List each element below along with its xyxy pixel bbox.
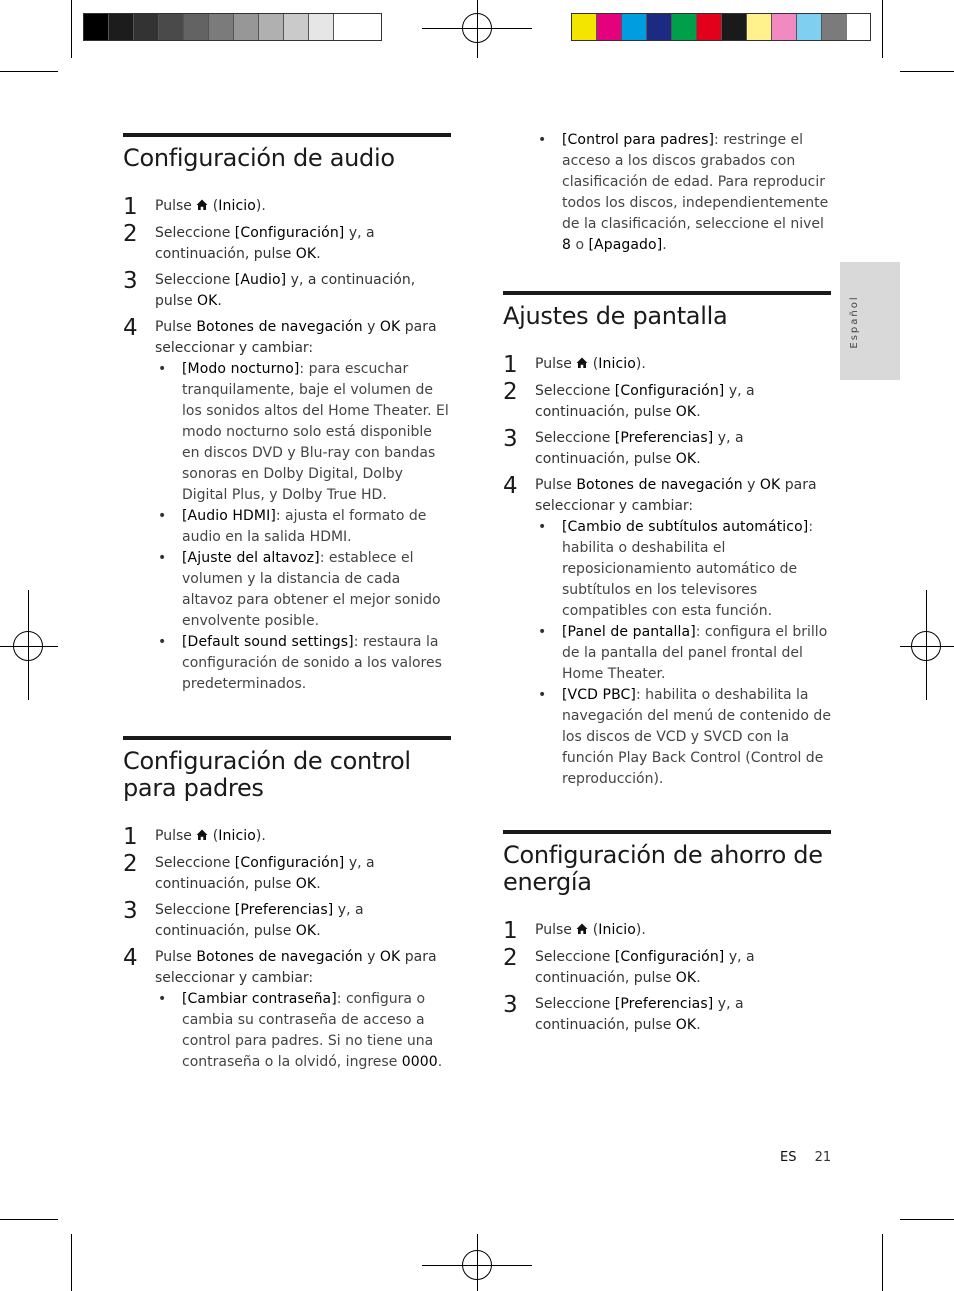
- option-item: [155, 359, 451, 506]
- steps-list: [123, 196, 451, 695]
- bullet-icon: •: [538, 624, 547, 640]
- text-mid: (: [588, 922, 599, 938]
- step-text: [535, 428, 831, 470]
- text-end: .: [696, 1017, 701, 1033]
- text-bold: [Configuración]: [614, 383, 725, 399]
- step-3: [123, 900, 451, 942]
- grayscale-swatch: [109, 14, 134, 40]
- text-bold: OK: [675, 970, 697, 986]
- text-bold: Botones de navegación: [576, 477, 743, 493]
- step-number: 3: [503, 992, 518, 1018]
- step-text: [155, 196, 451, 217]
- power-saving-section: [503, 830, 831, 1041]
- text-pre: Seleccione: [155, 225, 235, 241]
- text-pre: Seleccione: [535, 383, 615, 399]
- text-post: y, a continuación, pulse: [535, 430, 744, 467]
- bullet-icon: •: [158, 508, 167, 524]
- home-icon: [196, 829, 208, 841]
- section-title: Configuración de audio: [123, 144, 395, 172]
- text-bold: OK: [295, 876, 317, 892]
- color-swatch: [797, 14, 822, 40]
- option-name: [Modo nocturno]: [182, 361, 300, 377]
- color-swatch: [697, 14, 722, 40]
- page-number: 21: [814, 1150, 832, 1165]
- section-title: Ajustes de pantalla: [503, 302, 728, 330]
- option-name: [Audio HDMI]: [182, 508, 276, 524]
- section-rule: [123, 736, 451, 740]
- text-bold: Botones de navegación: [196, 949, 363, 965]
- step-3: [503, 428, 831, 470]
- language-tab-label: Español: [849, 295, 860, 349]
- option-desc: : ajusta el formato de audio en la salida HDMI.: [182, 508, 427, 545]
- step-2: [123, 223, 451, 265]
- bullet-icon: •: [538, 519, 547, 535]
- section-rule: [503, 291, 831, 295]
- step-text: [535, 920, 831, 941]
- text-post: y, a continuación, pulse: [535, 949, 755, 986]
- text-end: .: [316, 876, 321, 892]
- text-bold: [Configuración]: [234, 225, 345, 241]
- step-number: 4: [123, 315, 138, 341]
- step-text: [535, 354, 831, 375]
- language-side-tab: [840, 262, 900, 380]
- step-number: 2: [503, 945, 518, 971]
- parental-control-continued: [535, 130, 831, 256]
- option-desc: : restringe el acceso a los discos grabados con clasificación de edad. Para reproducir todos los discos, independientemente de la clasificación, seleccione el nivel: [562, 132, 829, 232]
- cmyk-color-bar: [571, 13, 871, 41]
- steps-list: [503, 920, 831, 1036]
- step-number: 1: [503, 352, 518, 378]
- step-1: [123, 826, 451, 848]
- grayscale-swatch: [284, 14, 309, 40]
- text-end: .: [217, 293, 222, 309]
- footer-language-code: ES: [780, 1150, 797, 1165]
- step-text: [535, 475, 831, 790]
- option-name: [Ajuste del altavoz]: [182, 550, 320, 566]
- text-bold: OK: [759, 477, 781, 493]
- text-post: para seleccionar y cambiar:: [155, 319, 437, 356]
- text-post: ).: [635, 922, 646, 938]
- step-text: [535, 994, 831, 1036]
- text-bold: [Preferencias]: [234, 902, 334, 918]
- page-footer: [780, 1150, 831, 1165]
- option-desc: : restaura la configuración de sonido a los valores predeterminados.: [182, 634, 442, 692]
- option-list: [155, 359, 451, 695]
- text-end: .: [696, 451, 701, 467]
- steps-list: [503, 354, 831, 790]
- grayscale-swatch: [309, 14, 334, 40]
- option-list: [535, 517, 831, 790]
- text-pre: Seleccione: [535, 949, 615, 965]
- text-mid: y: [742, 477, 760, 493]
- option-desc: : para escuchar tranquilamente, baje el volumen de los sonidos altos del Home Theater. El modo nocturno solo está disponible en discos DVD y Blu-ray con bandas sonoras en Dolby Digital, Dolby Digital Plus, y Dolby True HD.: [182, 361, 449, 503]
- option-name: [Control para padres]: [562, 132, 715, 148]
- step-4: [503, 475, 831, 790]
- text-pre: Pulse: [155, 828, 192, 844]
- option-item: [155, 989, 451, 1073]
- option-mid: o: [571, 237, 589, 253]
- option-name: [Default sound settings]: [182, 634, 354, 650]
- color-swatch: [597, 14, 622, 40]
- option-level: 8: [562, 237, 572, 253]
- option-desc: : configura el brillo de la pantalla del panel frontal del Home Theater.: [562, 624, 828, 682]
- parental-control-section: [123, 736, 451, 1078]
- step-number: 2: [123, 221, 138, 247]
- grayscale-swatch: [209, 14, 234, 40]
- text-end: .: [316, 246, 321, 262]
- step-3: [503, 994, 831, 1036]
- audio-section: [123, 133, 451, 700]
- step-text: [155, 223, 451, 265]
- home-icon: [196, 199, 208, 211]
- text-bold: Inicio: [598, 922, 636, 938]
- text-bold: OK: [675, 404, 697, 420]
- option-item: [535, 517, 831, 622]
- text-pre: Pulse: [155, 198, 192, 214]
- color-swatch: [822, 14, 847, 40]
- step-4: [123, 947, 451, 1073]
- option-item: [535, 685, 831, 790]
- step-text: [535, 947, 831, 989]
- text-pre: Seleccione: [535, 430, 615, 446]
- text-pre: Pulse: [535, 922, 572, 938]
- text-mid: (: [588, 356, 599, 372]
- grayscale-swatch: [84, 14, 109, 40]
- step-number: 2: [503, 379, 518, 405]
- bullet-icon: •: [158, 991, 167, 1007]
- text-bold: OK: [675, 1017, 697, 1033]
- step-number: 3: [503, 426, 518, 452]
- text-bold: [Audio]: [234, 272, 287, 288]
- step-2: [503, 381, 831, 423]
- step-1: [503, 920, 831, 942]
- text-end: .: [316, 923, 321, 939]
- step-number: 3: [123, 268, 138, 294]
- grayscale-swatch: [334, 14, 359, 40]
- text-post: para seleccionar y cambiar:: [155, 949, 437, 986]
- text-mid: y: [362, 319, 380, 335]
- text-end: .: [696, 970, 701, 986]
- grayscale-swatch: [134, 14, 159, 40]
- step-4: [123, 317, 451, 695]
- text-pre: Pulse: [155, 949, 197, 965]
- text-post: ).: [255, 828, 266, 844]
- text-pre: Seleccione: [535, 996, 615, 1012]
- home-icon: [576, 357, 588, 369]
- step-text: [155, 317, 451, 695]
- section-rule: [123, 133, 451, 137]
- step-3: [123, 270, 451, 312]
- text-mid: (: [208, 828, 219, 844]
- display-section: [503, 291, 831, 795]
- text-post: y, a continuación, pulse: [155, 902, 364, 939]
- text-pre: Seleccione: [155, 902, 235, 918]
- bullet-icon: •: [158, 634, 167, 650]
- option-name: [Cambiar contraseña]: [182, 991, 337, 1007]
- step-text: [535, 381, 831, 423]
- grayscale-swatch: [234, 14, 259, 40]
- text-bold: Botones de navegación: [196, 319, 363, 335]
- text-post: y, a continuación, pulse: [155, 272, 416, 309]
- option-desc: : habilita o deshabilita la navegación del menú de contenido de los discos de VCD y SVCD con la función Play Back Control (Control de reproducción).: [562, 687, 831, 787]
- step-number: 3: [123, 898, 138, 924]
- text-bold: OK: [295, 923, 317, 939]
- option-desc: : habilita o deshabilita el reposicionamiento automático de subtítulos en los televisores compatibles con esta función.: [562, 519, 814, 619]
- section-rule: [503, 830, 831, 834]
- color-swatch: [722, 14, 747, 40]
- step-text: [155, 826, 451, 847]
- option-item: [155, 548, 451, 632]
- option-item: [535, 130, 831, 256]
- option-item: [155, 632, 451, 695]
- section-title: Configuración de ahorro de energía: [503, 841, 823, 896]
- text-bold: [Preferencias]: [614, 430, 714, 446]
- text-end: .: [696, 404, 701, 420]
- option-list: [155, 989, 451, 1073]
- option-list: [535, 130, 831, 256]
- option-name: [VCD PBC]: [562, 687, 636, 703]
- text-post: ).: [255, 198, 266, 214]
- text-post: y, a continuación, pulse: [155, 225, 375, 262]
- text-mid: y: [362, 949, 380, 965]
- color-swatch: [747, 14, 772, 40]
- option-name: [Cambio de subtítulos automático]: [562, 519, 809, 535]
- text-post: para seleccionar y cambiar:: [535, 477, 817, 514]
- step-2: [503, 947, 831, 989]
- grayscale-color-bar: [83, 13, 382, 41]
- text-bold: Inicio: [218, 828, 256, 844]
- bullet-icon: •: [158, 361, 167, 377]
- text-bold: OK: [379, 949, 401, 965]
- step-text: [155, 900, 451, 942]
- text-mid: (: [208, 198, 219, 214]
- steps-list: [123, 826, 451, 1073]
- text-pre: Pulse: [155, 319, 197, 335]
- section-title: Configuración de control para padres: [123, 747, 411, 802]
- bullet-icon: •: [158, 550, 167, 566]
- text-pre: Seleccione: [155, 855, 235, 871]
- text-pre: Pulse: [535, 477, 577, 493]
- color-swatch: [647, 14, 672, 40]
- step-number: 1: [503, 918, 518, 944]
- step-text: [155, 270, 451, 312]
- text-bold: [Configuración]: [614, 949, 725, 965]
- option-code: 0000: [401, 1054, 438, 1070]
- step-text: [155, 947, 451, 1073]
- option-end: .: [437, 1054, 443, 1070]
- grayscale-swatch: [259, 14, 284, 40]
- text-bold: [Preferencias]: [614, 996, 714, 1012]
- home-icon: [576, 923, 588, 935]
- option-item: [535, 622, 831, 685]
- option-off: [Apagado]: [588, 237, 663, 253]
- step-number: 1: [123, 824, 138, 850]
- text-post: y, a continuación, pulse: [535, 996, 744, 1033]
- option-item: [155, 506, 451, 548]
- step-text: [155, 853, 451, 895]
- text-bold: OK: [295, 246, 317, 262]
- text-pre: Pulse: [535, 356, 572, 372]
- option-desc: : configura o cambia su contraseña de acceso a control para padres. Si no tiene una contraseña o la olvidó, ingrese: [182, 991, 434, 1070]
- option-desc: : establece el volumen y la distancia de cada altavoz para obtener el mejor sonido envolvente posible.: [182, 550, 441, 629]
- color-swatch: [622, 14, 647, 40]
- step-2: [123, 853, 451, 895]
- option-end: .: [662, 237, 667, 253]
- color-swatch: [672, 14, 697, 40]
- step-1: [503, 354, 831, 376]
- grayscale-swatch: [184, 14, 209, 40]
- step-1: [123, 196, 451, 218]
- text-bold: Inicio: [598, 356, 636, 372]
- text-bold: OK: [379, 319, 401, 335]
- step-number: 4: [123, 945, 138, 971]
- step-number: 1: [123, 194, 138, 220]
- option-name: [Panel de pantalla]: [562, 624, 696, 640]
- text-post: y, a continuación, pulse: [155, 855, 375, 892]
- step-number: 2: [123, 851, 138, 877]
- text-bold: [Configuración]: [234, 855, 345, 871]
- color-swatch: [772, 14, 797, 40]
- text-bold: Inicio: [218, 198, 256, 214]
- text-post: y, a continuación, pulse: [535, 383, 755, 420]
- bullet-icon: •: [538, 132, 547, 148]
- text-bold: OK: [197, 293, 218, 309]
- text-post: ).: [635, 356, 646, 372]
- text-pre: Seleccione: [155, 272, 235, 288]
- grayscale-swatch: [159, 14, 184, 40]
- text-bold: OK: [675, 451, 697, 467]
- step-number: 4: [503, 473, 518, 499]
- color-swatch: [572, 14, 597, 40]
- bullet-icon: •: [538, 687, 547, 703]
